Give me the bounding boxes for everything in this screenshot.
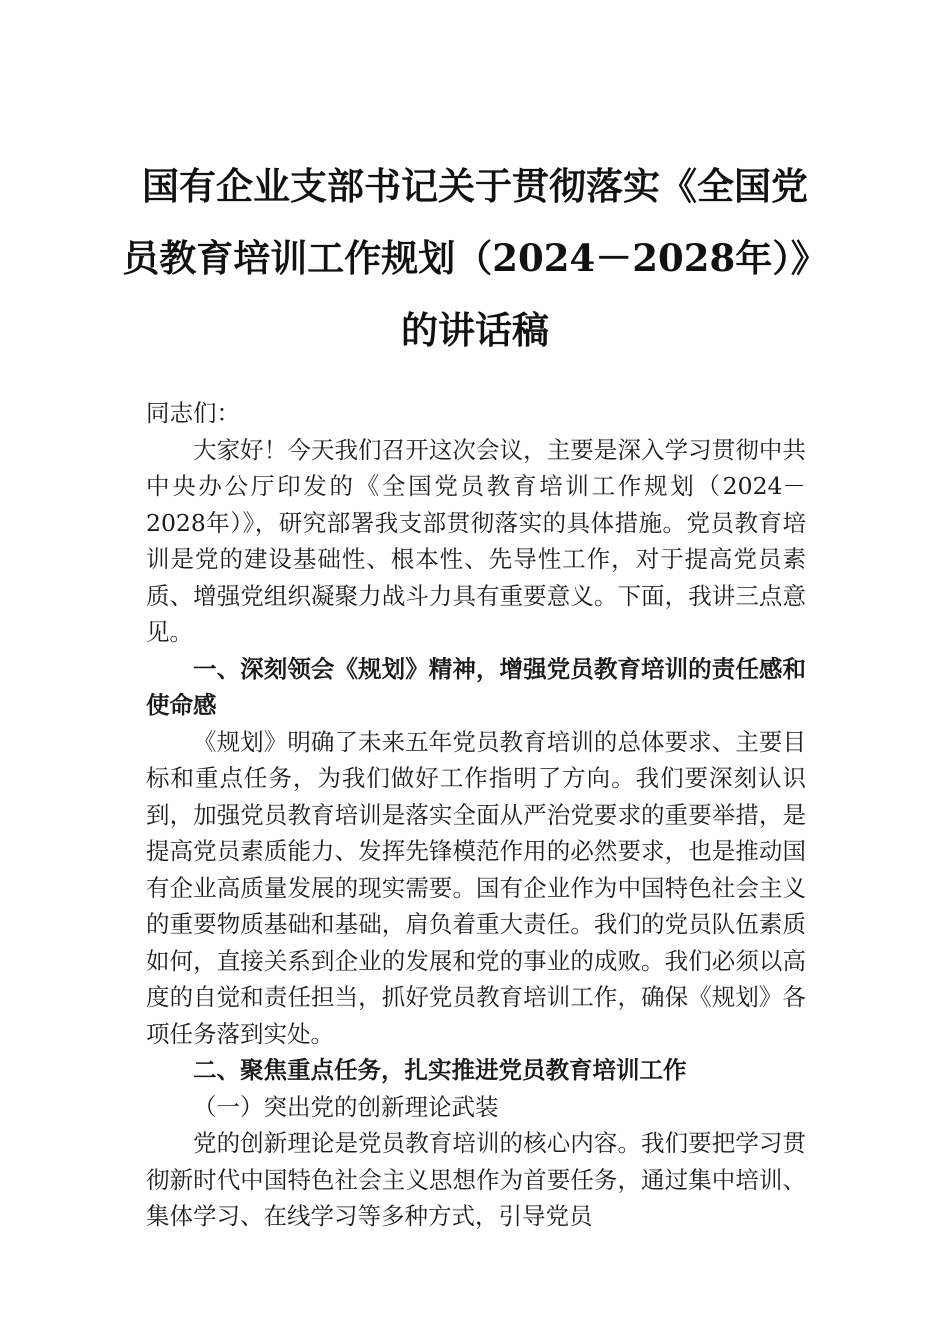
title-line-3: 的讲话稿 (401, 308, 549, 352)
subsection-1-paragraph: 党的创新理论是党员教育培训的核心内容。我们要把学习贯彻新时代中国特色社会主义思想作为首要任务，通过集中培训、集体学习、在线学习等多种方式，引导党员 (146, 1129, 806, 1230)
title-line-2: 员教育培训工作规划（2024－2028年）》 (122, 236, 828, 280)
salutation: 同志们： (146, 399, 240, 427)
subsection-1-heading: （一）突出党的创新理论武装 (193, 1092, 499, 1121)
document-title (120, 150, 830, 366)
document-body (146, 395, 806, 1235)
section-1-heading: 一、深刻领会《规划》精神，增强党员教育培训的责任感和使命感 (146, 654, 806, 719)
intro-paragraph: 大家好！今天我们召开这次会议，主要是深入学习贯彻中共中央办公厅印发的《全国党员教育培训工作规划（2024－2028年）》，研究部署我支部贯彻落实的具体措施。党员教育培训是党的建设基础性、根本性、先导性工作，对于提高党员素质、增强党组织凝聚力战斗力具有重要意义。下面，我讲三点意见。 (146, 435, 806, 646)
section-2-heading: 二、聚焦重点任务，扎实推进党员教育培训工作 (193, 1056, 687, 1084)
title-line-1: 国有企业支部书记关于贯彻落实《全国党 (142, 164, 808, 208)
section-1-paragraph: 《规划》明确了未来五年党员教育培训的总体要求、主要目标和重点任务，为我们做好工作指明了方向。我们要深刻认识到，加强党员教育培训是落实全面从严治党要求的重要举措，是提高党员素质能力、发挥先锋模范作用的必然要求，也是推动国有企业高质量发展的现实需要。国有企业作为中国特色社会主义的重要物质基础和基础，肩负着重大责任。我们的党员队伍素质如何，直接关系到企业的发展和党的事业的成败。我们必须以高度的自觉和责任担当，抓好党员教育培训工作，确保《规划》各项任务落到实处。 (146, 727, 806, 1048)
